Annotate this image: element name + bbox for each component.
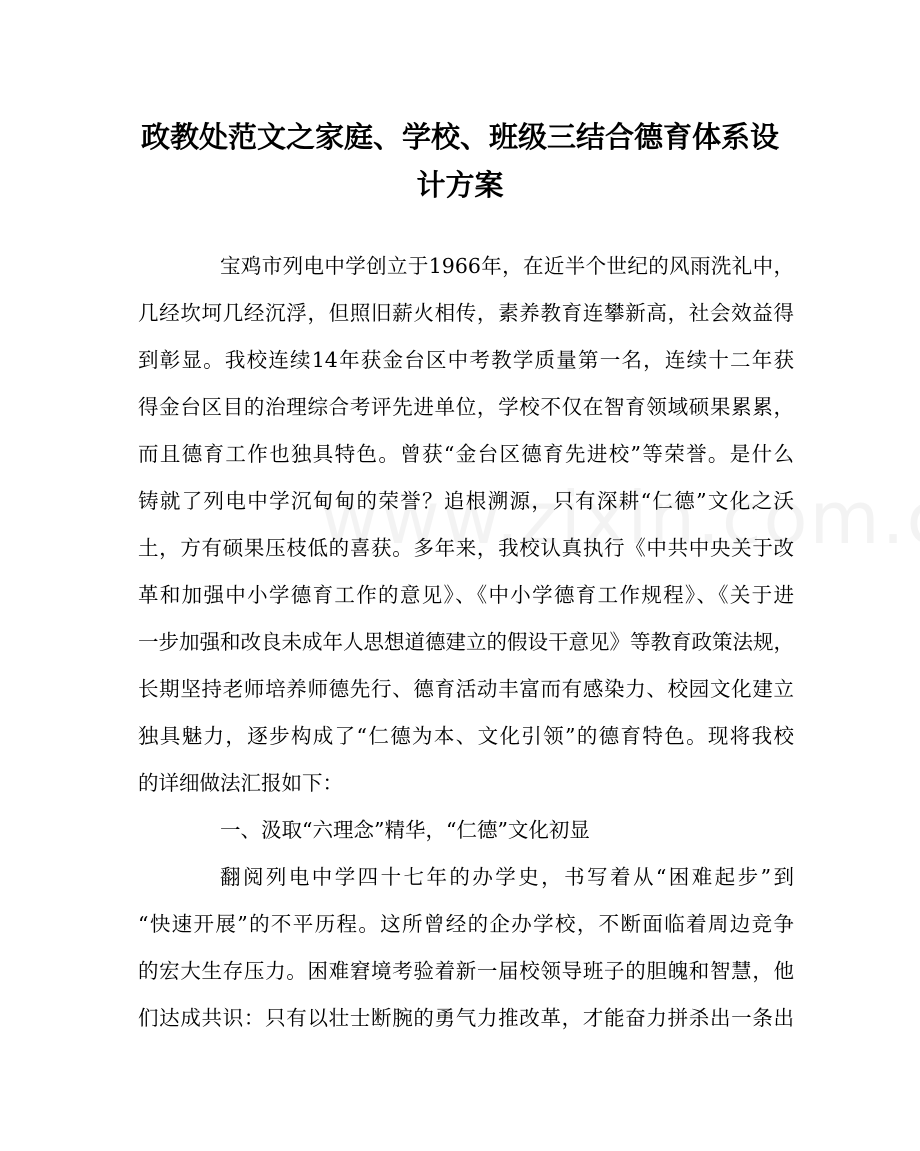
paragraph-line: 一步加强和改良未成年人思想道德建立的假设干意见》等教育政策法规，: [138, 630, 794, 654]
paragraph-line: 得金台区目的治理综合考评先进单位，学校不仅在智育领域硕果累累，: [138, 395, 794, 419]
paragraph-line: 而且德育工作也独具特色。曾获“金台区德育先进校”等荣誉。是什么: [138, 442, 794, 466]
paragraph-line: 的宏大生存压力。困难窘境考验着新一届校领导班子的胆魄和智慧，他: [138, 959, 794, 983]
paragraph-line: 长期坚持老师培养师德先行、德育活动丰富而有感染力、校园文化建立: [138, 677, 794, 701]
paragraph-line: 土，方有硕果压枝低的喜获。多年来，我校认真执行《中共中央关于改: [138, 536, 794, 560]
paragraph-line: 革和加强中小学德育工作的意见》、《中小学德育工作规程》、《关于进: [138, 583, 794, 607]
paragraph-line: 到彰显。我校连续14年获金台区中考教学质量第一名，连续十二年获: [138, 348, 794, 372]
paragraph-line: 几经坎坷几经沉浮，但照旧薪火相传，素养教育连攀新高，社会效益得: [138, 301, 794, 325]
paragraph-line: 独具魅力，逐步构成了“仁德为本、文化引领”的德育特色。现将我校: [138, 724, 794, 748]
paragraph-line: 的详细做法汇报如下：: [138, 771, 343, 795]
paragraph-line: 铸就了列电中学沉甸甸的荣誉？追根溯源，只有深耕“仁德”文化之沃: [138, 489, 794, 513]
section-heading: 一、汲取“六理念”精华，“仁德”文化初显: [220, 818, 590, 842]
paragraph-line: “快速开展”的不平历程。这所曾经的企办学校，不断面临着周边竞争: [138, 912, 794, 936]
document-title: 政教处范文之家庭、学校、班级三结合德育体系设计方案: [140, 120, 779, 202]
paragraph-line: 宝鸡市列电中学创立于1966年，在近半个世纪的风雨洗礼中，: [220, 254, 794, 278]
paragraph-line: 翻阅列电中学四十七年的办学史，书写着从“困难起步”到: [220, 865, 794, 889]
paragraph-line: 们达成共识：只有以壮士断腕的勇气力推改革，才能奋力拼杀出一条出: [138, 1006, 794, 1030]
